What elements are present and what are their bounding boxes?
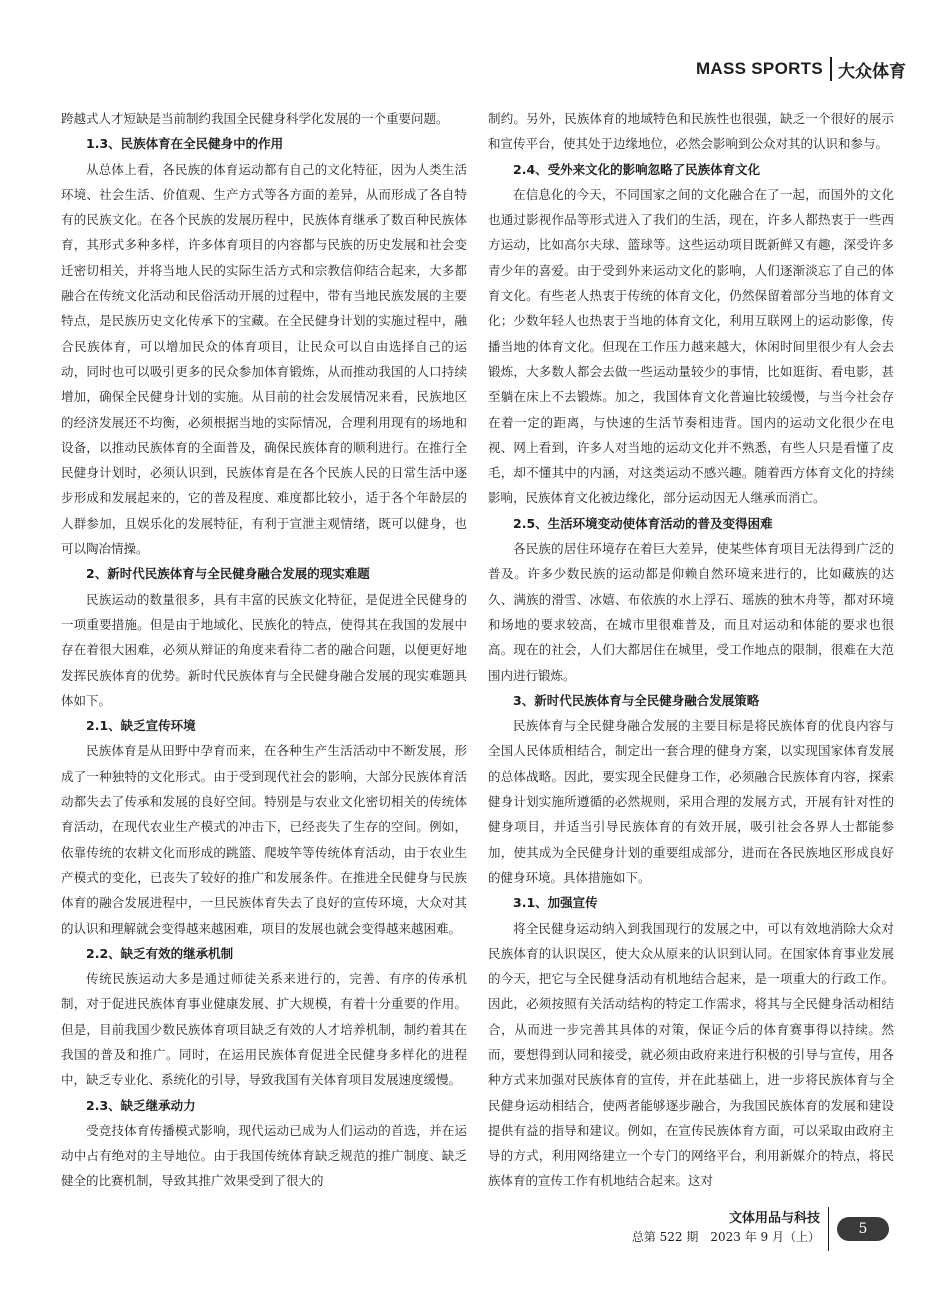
body-paragraph: 将全民健身运动纳入到我国现行的发展之中，可以有效地消除大众对民族体育的认识误区，使大众从原来的认识到认同。在国家体育事业发展的今天，把它与全民健身活动有机地结合起来，是一项重大的行政工作。因此，必须按照有关活动结构的特定工作需求，将其与全民健身活动相结合，从而进一步完善其具体的对策，保证今后的体育赛事得以持续。然而，要想得到认同和接受，就必须由政府来进行积极的引导与宣传，用各种方式来加强对民族体育的宣传，并在此基础上，进一步将民族体育与全民健身运动相结合，使两者能够逐步融合，为我国民族体育的发展和建设提供有益的指导和建议。例如，在宣传民族体育方面，可以采取由政府主导的方式，利用网络建立一个专门的网络平台，利用新媒介的特点，将民族体育的宣传工作有机地结合起来。这对 [488,920,894,1189]
masthead-divider [830,57,832,81]
section-heading: 2.1、缺乏宣传环境 [86,718,196,734]
footer-divider [828,1207,829,1251]
body-paragraph: 从总体上看，各民族的体育运动都有自己的文化特征，因为人类生活环境、社会生活、价值观、生产方式等各方面的差异，从而形成了各自特有的民族文化。在各个民族的发展历程中，民族体育继承了数百种民族体育，其形式多种多样，许多体育项目的内容都与民族的历史发展和社会变迁密切相关，并将当地人民的实际生活方式和宗教信仰结合起来，大多都融合在传统文化活动和民俗活动开展的过程中，带有当地民族发展的主要特点，是民族历史文化传承下的宝藏。在全民健身计划的实施过程中，融合民族体育，可以增加民众的体育项目，让民众可以自由选择自己的运动，同时也可以吸引更多的民众参加体育锻炼，从而推动我国的人口持续增加，确保全民健身计划的实施。从目前的社会发展情况来看，民族地区的经济发展还不均衡，必须根据当地的实际情况，合理利用现有的场地和设备，以推动民族体育的全面普及，确保民族体育的顺利进行。在推行全民健身计划时，必须认识到，民族体育是在各个民族人民的日常生活中逐步形成和发展起来的，它的普及程度、难度都比较小，适于各个年龄层的人群参加，且娱乐化的发展特征，有利于宣泄主观情绪，既可以健身，也可以陶冶情操。 [61,161,467,557]
masthead [696,56,906,82]
section-heading: 2.5、生活环境变动使体育活动的普及变得困难 [513,515,773,531]
body-paragraph: 跨越式人才短缺是当前制约我国全民健身科学化发展的一个重要问题。 [61,111,449,126]
masthead-english-title: MASS SPORTS [695,59,823,78]
right-text-column [488,106,894,1194]
page-number: 5 [837,1217,889,1241]
section-heading: 2.4、受外来文化的影响忽略了民族体育文化 [513,161,761,177]
body-paragraph: 传统民族运动大多是通过师徒关系来进行的，完善、有序的传承机制，对于促进民族体育事业健康发展、扩大规模，有着十分重要的作用。但是，目前我国少数民族体育项目缺乏有效的人才培养机制，制约着其在我国的普及和推广。同时，在运用民族体育促进全民健身多样化的进程中，缺乏专业化、系统化的引导，导致我国有关体育项目发展速度缓慢。 [61,971,467,1088]
body-paragraph: 民族运动的数量很多，具有丰富的民族文化特征，是促进全民健身的一项重要措施。但是由于地域化、民族化的特点，使得其在我国的发展中存在着很大困难，必须从辩证的角度来看待二者的融合问题，以便更好地发挥民族体育的优势。新时代民族体育与全民健身融合发展的现实难题具体如下。 [61,591,467,708]
section-heading: 3.1、加强宣传 [513,895,598,911]
body-paragraph: 各民族的居住环境存在着巨大差异，使某些体育项目无法得到广泛的普及。许多少数民族的运动都是仰赖自然环境来进行的，比如藏族的达久、满族的滑雪、冰嬉、布依族的水上浮石、瑶族的独木舟等，都对环境和场地的要求较高，在城市里很难普及，而且对运动和体能的要求也很高。现在的社会，人们大都居住在城里，受工作地点的限制，很难在大范围内进行锻炼。 [488,541,894,683]
section-heading: 2.2、缺乏有效的继承机制 [86,945,234,961]
section-heading: 2、新时代民族体育与全民健身融合发展的现实难题 [86,566,370,582]
section-heading: 1.3、民族体育在全民健身中的作用 [86,136,284,152]
body-paragraph: 制约。另外，民族体育的地域特色和民族性也很强，缺乏一个很好的展示和宣传平台，使其处于边缘地位，必然会影响到公众对其的认识和参与。 [488,111,894,152]
masthead-chinese-title: 大众体育 [838,61,906,82]
section-heading: 3、新时代民族体育与全民健身融合发展策略 [513,692,760,708]
body-paragraph: 民族体育是从田野中孕育而来，在各种生产生活活动中不断发展，形成了一种独特的文化形式。由于受到现代社会的影响，大部分民族体育活动都失去了传承和发展的良好空间。特别是与农业文化密切相关的传统体育活动，在现代农业生产模式的冲击下，已经丧失了生存的空间。例如，依靠传统的农耕文化而形成的跳篮、爬坡竿等传统体育活动，由于农业生产模式的变化，已丧失了较好的推广和发展条件。在推进全民健身与民族体育的融合发展进程中，一旦民族体育失去了良好的宣传环境，大众对其的认识和理解就会变得越来越困难，项目的发展也就会变得越来越困难。 [61,743,467,936]
body-paragraph: 民族体育与全民健身融合发展的主要目标是将民族体育的优良内容与全国人民体质相结合，制定出一套合理的健身方案，以实现国家体育发展的总体战略。因此，要实现全民健身工作，必须融合民族体育内容，探索健身计划实施所遵循的必然规则，采用合理的发展方式，开展有针对性的健身项目，并适当引导民族体育的有效开展，吸引社会各界人士都能参加，使其成为全民健身计划的重要组成部分，进而在各民族地区形成良好的健身环境。具体措施如下。 [488,718,894,885]
journal-name: 文体用品与科技 [728,1211,820,1226]
issue-info: 总第 522 期 2023 年 9 月（上） [631,1230,820,1244]
section-heading: 2.3、缺乏继承动力 [86,1097,196,1113]
left-text-column [61,106,467,1194]
body-paragraph: 在信息化的今天，不同国家之间的文化融合在了一起，而国外的文化也通过影视作品等形式进入了我们的生活，现在，许多人都热衷于一些西方运动，比如高尔夫球、篮球等。这些运动项目既新鲜又有趣，深受许多青少年的喜爱。由于受到外来运动文化的影响，人们逐渐淡忘了自己的体育文化。有些老人热衷于传统的体育文化，仍然保留着部分当地的体育文化；少数年轻人也热衷于当地的体育文化，利用互联网上的运动影像，传播当地的体育文化。但现在工作压力越来越大，休闲时间里很少有人会去锻炼，大多数人都会去做一些运动量较少的事情，比如逛街、看电影，甚至躺在床上不去锻炼。加之，我国体育文化普遍比较缓慢，与当今社会存在着一定的距离，与快速的生活节奏相违背。国内的运动文化很少在电视、网上看到，许多人对当地的运动文化并不熟悉，有些人只是看懂了皮毛，却不懂其中的内涵，对这类运动不感兴趣。随着西方体育文化的持续影响，民族体育文化被边缘化，部分运动因无人继承而消亡。 [488,186,894,506]
page-footer [631,1207,888,1267]
body-paragraph: 受竞技体育传播模式影响，现代运动已成为人们运动的首选，并在运动中占有绝对的主导地位。由于我国传统体育缺乏规范的推广制度、缺乏健全的比赛机制，导致其推广效果受到了很大的 [61,1122,467,1189]
